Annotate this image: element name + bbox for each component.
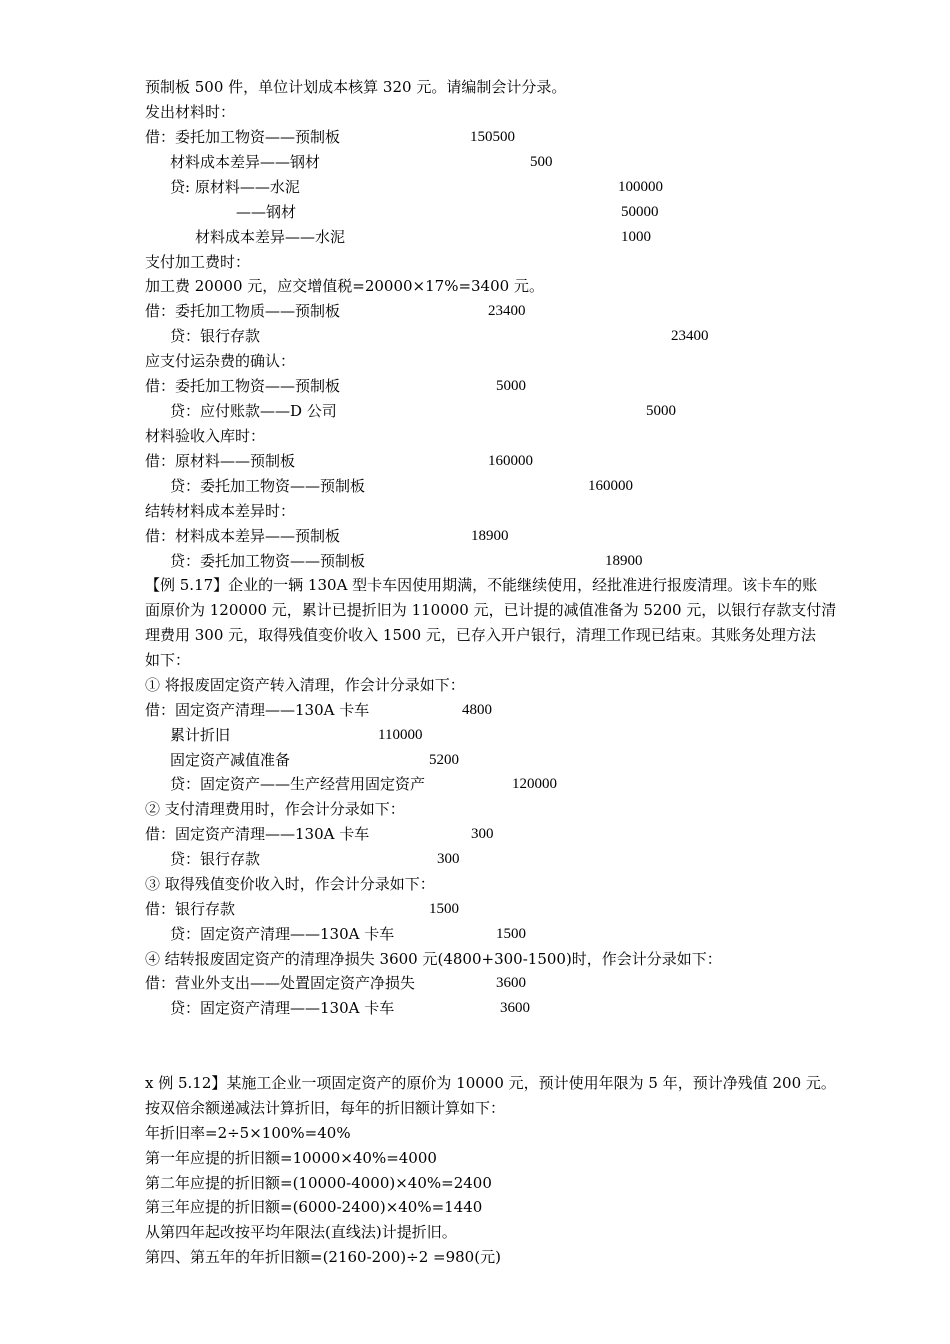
entry-amount: 5200 [429,752,459,768]
entry-amount: 3600 [496,975,526,991]
entry-amount: 50000 [621,204,659,220]
text-line: 加工费 20000 元，应交增值税=20000×17%=3400 元。 [145,277,544,295]
entry-account: 借：银行存款 [145,900,236,918]
section-heading: 应支付运杂费的确认： [145,352,296,370]
example-paragraph-line: 【例 5.17】企业的一辆 130A 型卡车因使用期满，不能继续使用，经批准进行报废清理。该卡车的账 [145,576,818,594]
entry-amount: 18900 [471,528,509,544]
step-heading: ② 支付清理费用时，作会计分录如下： [145,800,405,818]
entry-amount: 23400 [488,303,526,319]
step-heading: ④ 结转报废固定资产的清理净损失 3600 元(4800+300-1500)时，作会计分录如下： [145,950,722,968]
text-line: 预制板 500 件，单位计划成本核算 320 元。请编制会计分录。 [145,78,567,96]
entry-amount: 100000 [618,179,663,195]
entry-amount: 150500 [470,129,515,145]
entry-account: 贷: 原材料——水泥 [170,178,300,196]
entry-amount: 4800 [462,702,492,718]
entry-amount: 1500 [429,901,459,917]
formula-line: 第三年应提的折旧额=(6000-2400)×40%=1440 [145,1198,483,1216]
entry-amount: 300 [437,851,460,867]
entry-account: 贷：固定资产——生产经营用固定资产 [170,775,426,793]
formula-line: 第四、第五年的年折旧额=(2160-200)÷2 =980(元) [145,1248,501,1266]
entry-amount: 18900 [605,553,643,569]
step-heading: ③ 取得残值变价收入时，作会计分录如下： [145,875,435,893]
entry-amount: 160000 [488,453,533,469]
entry-amount: 160000 [588,478,633,494]
entry-amount: 23400 [671,328,709,344]
entry-account: 贷：委托加工物资——预制板 [170,552,366,570]
entry-account: 贷：固定资产清理——130A 卡车 [170,999,395,1017]
section-heading: 材料验收入库时： [145,427,266,445]
entry-account: 借：材料成本差异——预制板 [145,527,341,545]
formula-line: 年折旧率=2÷5×100%=40% [145,1124,351,1142]
entry-amount: 5000 [646,403,676,419]
formula-line: 第一年应提的折旧额=10000×40%=4000 [145,1149,437,1167]
entry-account: 累计折旧 [170,726,231,744]
entry-account: 借：委托加工物资——预制板 [145,377,341,395]
section-heading: 结转材料成本差异时： [145,502,296,520]
entry-amount: 500 [530,154,553,170]
entry-account: 固定资产减值准备 [170,751,291,769]
entry-account: 借：委托加工物资——预制板 [145,128,341,146]
example-paragraph-line: 理费用 300 元，取得残值变价收入 1500 元，已存入开户银行，清理工作现已结束。其账务处理方法 [145,626,816,644]
entry-account: 材料成本差异——水泥 [195,228,346,246]
text-line: 从第四年起改按平均年限法(直线法)计提折旧。 [145,1223,457,1241]
example-paragraph-line: 如下： [145,651,191,669]
step-heading: ① 将报废固定资产转入清理，作会计分录如下： [145,676,465,694]
entry-account: ——钢材 [236,203,297,221]
entry-amount: 1000 [621,229,651,245]
entry-amount: 5000 [496,378,526,394]
entry-account: 借：原材料——预制板 [145,452,296,470]
entry-amount: 110000 [378,727,423,743]
formula-line: 第二年应提的折旧额=(10000-4000)×40%=2400 [145,1174,492,1192]
entry-account: 借：固定资产清理——130A 卡车 [145,825,370,843]
entry-amount: 3600 [500,1000,530,1016]
entry-account: 贷：固定资产清理——130A 卡车 [170,925,395,943]
entry-account: 贷：委托加工物资——预制板 [170,477,366,495]
entry-account: 借：委托加工物质——预制板 [145,302,341,320]
entry-account: 贷：银行存款 [170,850,261,868]
example-paragraph-line: 按双倍余额递减法计算折旧，每年的折旧额计算如下： [145,1099,506,1117]
entry-amount: 120000 [512,776,557,792]
entry-account: 贷：应付账款——D 公司 [170,402,337,420]
example-paragraph-line: 面原价为 120000 元，累计已提折旧为 110000 元，已计提的减值准备为 5200 元，以银行存款支付清 [145,601,837,619]
entry-amount: 300 [471,826,494,842]
entry-account: 借：营业外支出——处置固定资产净损失 [145,974,416,992]
entry-amount: 1500 [496,926,526,942]
entry-account: 贷：银行存款 [170,327,261,345]
section-heading: 发出材料时： [145,103,236,121]
example-paragraph-line: x 例 5.12】某施工企业一项固定资产的原价为 10000 元，预计使用年限为 5 年，预计净残值 200 元。 [145,1074,836,1092]
entry-account: 材料成本差异——钢材 [170,153,321,171]
section-heading: 支付加工费时： [145,253,251,271]
entry-account: 借：固定资产清理——130A 卡车 [145,701,370,719]
